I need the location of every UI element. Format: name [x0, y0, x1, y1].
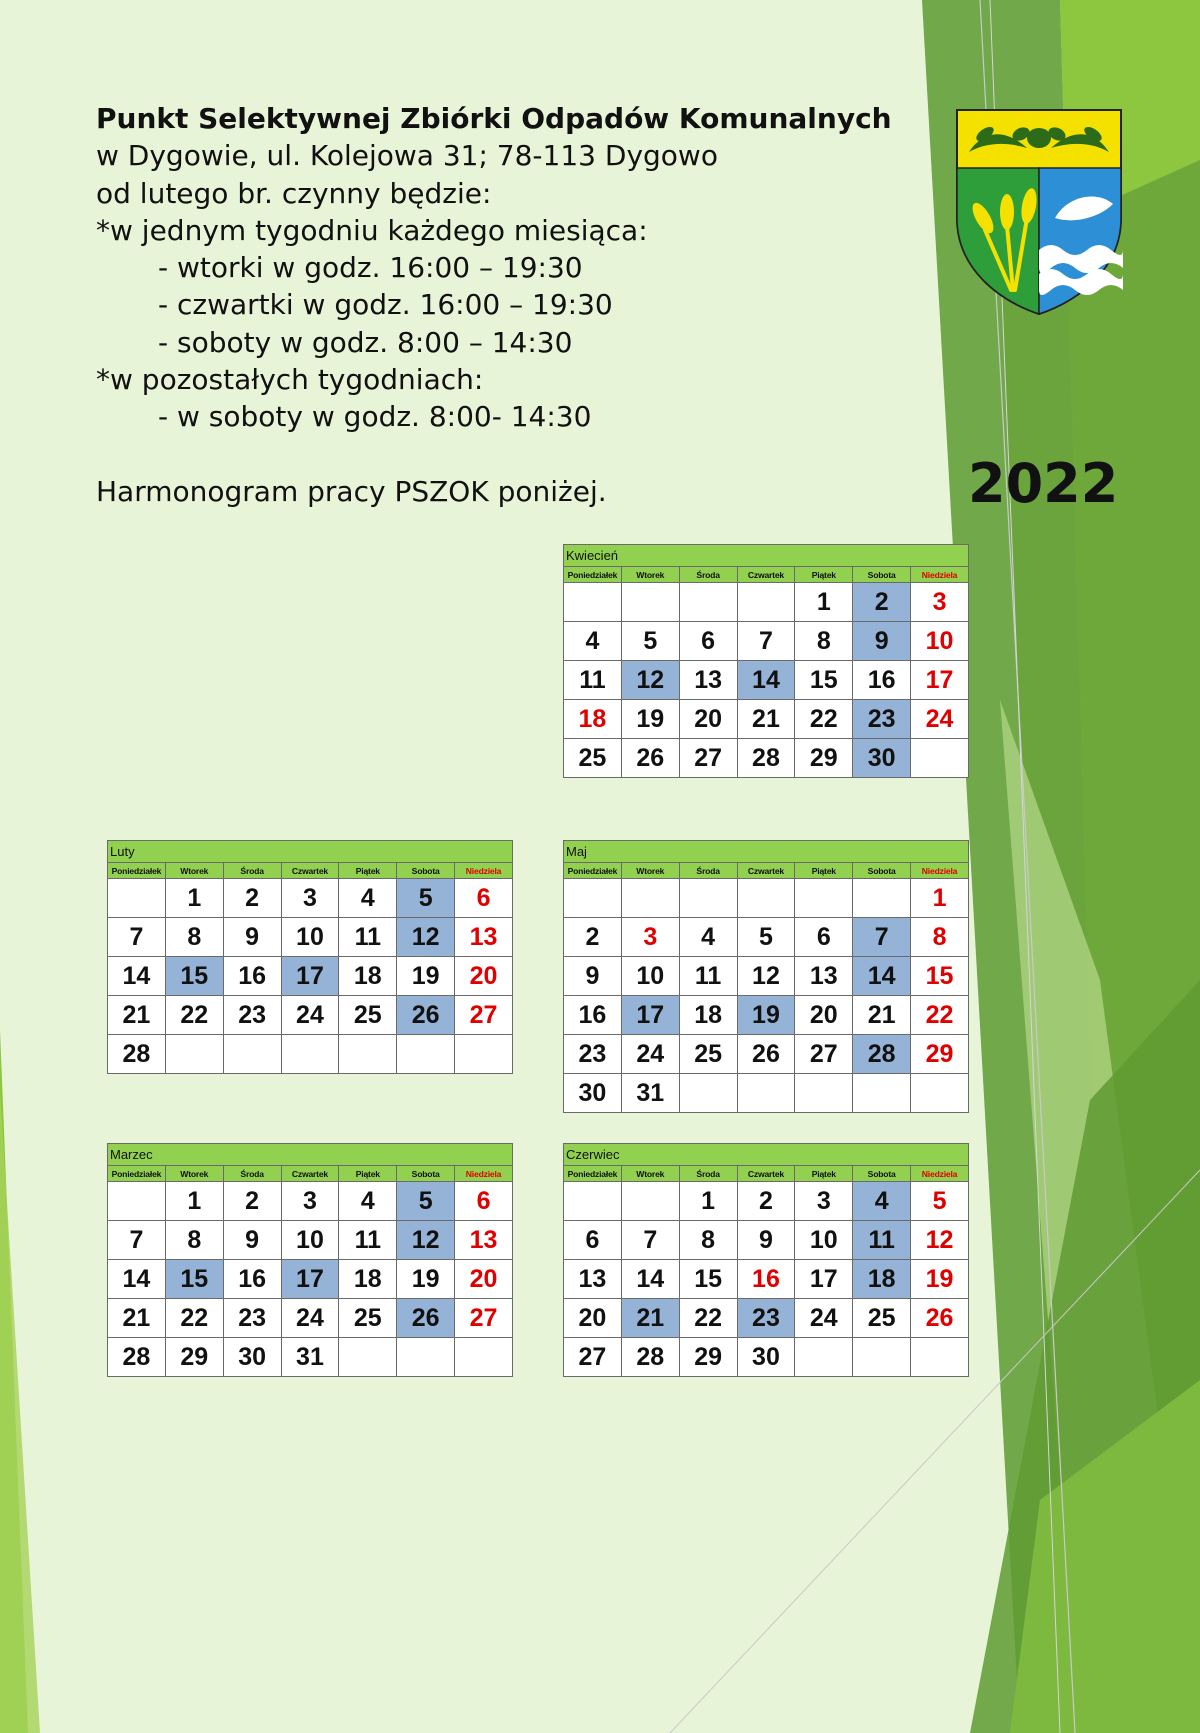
empty-cell	[737, 1074, 795, 1113]
empty-cell	[853, 1338, 911, 1377]
week-row	[564, 661, 969, 700]
day-cell: 1	[911, 879, 969, 918]
day-cell: 11	[339, 1221, 397, 1260]
schedule-note: Harmonogram pracy PSZOK poniżej.	[96, 474, 607, 508]
empty-cell	[621, 879, 679, 918]
empty-cell	[339, 1035, 397, 1074]
day-cell: 6	[564, 1221, 622, 1260]
day-cell: 25	[339, 1299, 397, 1338]
day-cell: 11	[564, 661, 622, 700]
day-cell: 15	[679, 1260, 737, 1299]
empty-cell	[108, 879, 166, 918]
day-cell: 3	[621, 918, 679, 957]
weekday-header: Środa	[223, 1166, 281, 1182]
day-cell: 8	[795, 622, 853, 661]
weekday-header: Środa	[679, 567, 737, 583]
month-title: Kwiecień	[564, 545, 969, 567]
day-cell: 1	[679, 1182, 737, 1221]
day-cell: 28	[108, 1035, 166, 1074]
day-cell: 30	[853, 739, 911, 778]
day-cell: 9	[223, 1221, 281, 1260]
day-cell: 21	[737, 700, 795, 739]
empty-cell	[911, 739, 969, 778]
day-cell: 12	[397, 1221, 455, 1260]
day-cell: 24	[795, 1299, 853, 1338]
day-cell: 15	[165, 957, 223, 996]
weekday-header: Czwartek	[737, 567, 795, 583]
calendar-czerwiec	[563, 1143, 969, 1377]
day-cell: 4	[339, 879, 397, 918]
empty-cell	[455, 1035, 513, 1074]
day-cell: 18	[564, 700, 622, 739]
day-cell: 18	[339, 1260, 397, 1299]
weekday-header: Wtorek	[621, 1166, 679, 1182]
empty-cell	[108, 1182, 166, 1221]
empty-cell	[737, 583, 795, 622]
month-title: Czerwiec	[564, 1144, 969, 1166]
empty-cell	[853, 879, 911, 918]
day-cell: 22	[911, 996, 969, 1035]
day-cell: 20	[455, 957, 513, 996]
week-row	[108, 879, 513, 918]
day-cell: 22	[679, 1299, 737, 1338]
empty-cell	[679, 1074, 737, 1113]
day-cell: 24	[621, 1035, 679, 1074]
day-cell: 13	[455, 1221, 513, 1260]
day-cell: 17	[621, 996, 679, 1035]
day-cell: 26	[621, 739, 679, 778]
day-cell: 25	[853, 1299, 911, 1338]
day-cell: 11	[853, 1221, 911, 1260]
day-cell: 30	[223, 1338, 281, 1377]
day-cell: 9	[223, 918, 281, 957]
day-cell: 26	[911, 1299, 969, 1338]
weekday-header: Wtorek	[621, 567, 679, 583]
empty-cell	[339, 1338, 397, 1377]
week-row	[564, 957, 969, 996]
weekday-header: Środa	[679, 1166, 737, 1182]
month-title: Maj	[564, 841, 969, 863]
week-row	[108, 1221, 513, 1260]
week-row	[564, 583, 969, 622]
empty-cell	[795, 879, 853, 918]
day-cell: 29	[679, 1338, 737, 1377]
day-cell: 5	[621, 622, 679, 661]
day-cell: 19	[397, 957, 455, 996]
weekday-header: Piątek	[795, 567, 853, 583]
calendar-luty	[107, 840, 513, 1074]
day-cell: 19	[397, 1260, 455, 1299]
day-cell: 27	[679, 739, 737, 778]
day-cell: 16	[737, 1260, 795, 1299]
other-saturday-hours: - w soboty w godz. 8:00- 14:30	[158, 400, 592, 434]
day-cell: 11	[679, 957, 737, 996]
week-row	[564, 1182, 969, 1221]
saturday-hours: - soboty w godz. 8:00 – 14:30	[158, 325, 573, 359]
empty-cell	[455, 1338, 513, 1377]
day-cell: 22	[165, 1299, 223, 1338]
calendar-marzec	[107, 1143, 513, 1377]
weekday-header: Niedziela	[911, 1166, 969, 1182]
day-cell: 10	[911, 622, 969, 661]
day-cell: 17	[281, 957, 339, 996]
weekday-header: Piątek	[339, 863, 397, 879]
day-cell: 13	[795, 957, 853, 996]
day-cell: 13	[455, 918, 513, 957]
day-cell: 2	[223, 1182, 281, 1221]
weekday-header: Sobota	[397, 1166, 455, 1182]
day-cell: 4	[679, 918, 737, 957]
day-cell: 1	[165, 1182, 223, 1221]
day-cell: 10	[795, 1221, 853, 1260]
day-cell: 9	[564, 957, 622, 996]
day-cell: 24	[911, 700, 969, 739]
year-label: 2022	[968, 452, 1119, 515]
day-cell: 1	[795, 583, 853, 622]
week-row	[564, 739, 969, 778]
day-cell: 30	[737, 1338, 795, 1377]
day-cell: 3	[795, 1182, 853, 1221]
day-cell: 7	[108, 918, 166, 957]
day-cell: 5	[911, 1182, 969, 1221]
month-title: Luty	[108, 841, 513, 863]
week-row	[108, 1338, 513, 1377]
day-cell: 21	[853, 996, 911, 1035]
empty-cell	[621, 583, 679, 622]
weekday-header: Sobota	[853, 863, 911, 879]
weekday-header: Czwartek	[737, 1166, 795, 1182]
weekday-header: Piątek	[795, 863, 853, 879]
day-cell: 25	[564, 739, 622, 778]
weekday-header: Wtorek	[165, 863, 223, 879]
day-cell: 29	[795, 739, 853, 778]
day-cell: 4	[853, 1182, 911, 1221]
day-cell: 17	[795, 1260, 853, 1299]
day-cell: 26	[397, 1299, 455, 1338]
day-cell: 30	[564, 1074, 622, 1113]
coat-of-arms-icon	[955, 108, 1123, 316]
day-cell: 14	[853, 957, 911, 996]
one-week-heading: *w jednym tygodniu każdego miesiąca:	[96, 213, 648, 247]
weekday-header: Sobota	[853, 1166, 911, 1182]
day-cell: 29	[911, 1035, 969, 1074]
day-cell: 6	[795, 918, 853, 957]
day-cell: 15	[165, 1260, 223, 1299]
weekday-header: Poniedziałek	[564, 863, 622, 879]
calendar-kwiecien	[563, 544, 969, 778]
empty-cell	[679, 879, 737, 918]
day-cell: 19	[621, 700, 679, 739]
day-cell: 2	[737, 1182, 795, 1221]
weekday-header: Poniedziałek	[108, 863, 166, 879]
empty-cell	[911, 1074, 969, 1113]
day-cell: 2	[223, 879, 281, 918]
day-cell: 19	[911, 1260, 969, 1299]
weekday-header: Poniedziałek	[108, 1166, 166, 1182]
day-cell: 26	[397, 996, 455, 1035]
day-cell: 21	[108, 996, 166, 1035]
weekday-header: Środa	[223, 863, 281, 879]
day-cell: 19	[737, 996, 795, 1035]
day-cell: 27	[564, 1338, 622, 1377]
day-cell: 23	[737, 1299, 795, 1338]
weekday-header: Piątek	[795, 1166, 853, 1182]
day-cell: 15	[911, 957, 969, 996]
calendar-maj	[563, 840, 969, 1113]
day-cell: 31	[281, 1338, 339, 1377]
day-cell: 3	[911, 583, 969, 622]
day-cell: 17	[281, 1260, 339, 1299]
day-cell: 23	[564, 1035, 622, 1074]
day-cell: 2	[564, 918, 622, 957]
week-row	[108, 1299, 513, 1338]
title: Punkt Selektywnej Zbiórki Odpadów Komunalnych	[96, 102, 892, 135]
day-cell: 3	[281, 1182, 339, 1221]
other-weeks-heading: *w pozostałych tygodniach:	[96, 363, 484, 397]
weekday-header: Niedziela	[455, 863, 513, 879]
day-cell: 9	[853, 622, 911, 661]
day-cell: 27	[455, 1299, 513, 1338]
weekday-header: Piątek	[339, 1166, 397, 1182]
day-cell: 11	[339, 918, 397, 957]
week-row	[108, 1260, 513, 1299]
weekday-header: Poniedziałek	[564, 567, 622, 583]
empty-cell	[679, 583, 737, 622]
day-cell: 31	[621, 1074, 679, 1113]
day-cell: 14	[108, 957, 166, 996]
day-cell: 12	[737, 957, 795, 996]
day-cell: 27	[795, 1035, 853, 1074]
week-row	[564, 996, 969, 1035]
week-row	[108, 957, 513, 996]
week-row	[564, 918, 969, 957]
day-cell: 21	[108, 1299, 166, 1338]
weekday-header: Wtorek	[165, 1166, 223, 1182]
day-cell: 6	[455, 1182, 513, 1221]
info-text	[96, 100, 916, 510]
day-cell: 29	[165, 1338, 223, 1377]
day-cell: 17	[911, 661, 969, 700]
weekday-header: Niedziela	[911, 567, 969, 583]
empty-cell	[795, 1074, 853, 1113]
day-cell: 12	[621, 661, 679, 700]
day-cell: 20	[795, 996, 853, 1035]
day-cell: 5	[397, 879, 455, 918]
week-row	[108, 918, 513, 957]
empty-cell	[911, 1338, 969, 1377]
day-cell: 14	[621, 1260, 679, 1299]
day-cell: 23	[223, 996, 281, 1035]
day-cell: 2	[853, 583, 911, 622]
day-cell: 4	[339, 1182, 397, 1221]
month-title: Marzec	[108, 1144, 513, 1166]
weekday-header: Czwartek	[281, 863, 339, 879]
day-cell: 22	[165, 996, 223, 1035]
week-row	[564, 1035, 969, 1074]
day-cell: 7	[108, 1221, 166, 1260]
day-cell: 18	[853, 1260, 911, 1299]
day-cell: 15	[795, 661, 853, 700]
day-cell: 4	[564, 622, 622, 661]
day-cell: 6	[455, 879, 513, 918]
empty-cell	[737, 879, 795, 918]
day-cell: 14	[108, 1260, 166, 1299]
day-cell: 9	[737, 1221, 795, 1260]
week-row	[564, 1299, 969, 1338]
day-cell: 8	[165, 1221, 223, 1260]
day-cell: 5	[397, 1182, 455, 1221]
weekday-header: Czwartek	[281, 1166, 339, 1182]
day-cell: 7	[853, 918, 911, 957]
day-cell: 28	[737, 739, 795, 778]
empty-cell	[564, 583, 622, 622]
day-cell: 28	[621, 1338, 679, 1377]
weekday-header: Niedziela	[455, 1166, 513, 1182]
week-row	[564, 1260, 969, 1299]
empty-cell	[564, 1182, 622, 1221]
empty-cell	[795, 1338, 853, 1377]
weekday-header: Czwartek	[737, 863, 795, 879]
day-cell: 24	[281, 996, 339, 1035]
day-cell: 25	[679, 1035, 737, 1074]
empty-cell	[621, 1182, 679, 1221]
day-cell: 14	[737, 661, 795, 700]
week-row	[564, 700, 969, 739]
day-cell: 20	[455, 1260, 513, 1299]
weekday-header: Sobota	[397, 863, 455, 879]
week-row	[564, 1074, 969, 1113]
week-row	[108, 996, 513, 1035]
empty-cell	[397, 1338, 455, 1377]
weekday-header: Wtorek	[621, 863, 679, 879]
day-cell: 13	[679, 661, 737, 700]
weekday-header: Niedziela	[911, 863, 969, 879]
week-row	[108, 1182, 513, 1221]
week-row	[564, 1221, 969, 1260]
day-cell: 28	[853, 1035, 911, 1074]
empty-cell	[564, 879, 622, 918]
weekday-header: Sobota	[853, 567, 911, 583]
day-cell: 16	[223, 1260, 281, 1299]
tuesday-hours: - wtorki w godz. 16:00 – 19:30	[158, 251, 583, 285]
day-cell: 8	[679, 1221, 737, 1260]
day-cell: 5	[737, 918, 795, 957]
day-cell: 24	[281, 1299, 339, 1338]
day-cell: 20	[679, 700, 737, 739]
day-cell: 6	[679, 622, 737, 661]
opening-from: od lutego br. czynny będzie:	[96, 176, 492, 210]
day-cell: 20	[564, 1299, 622, 1338]
day-cell: 23	[223, 1299, 281, 1338]
week-row	[564, 622, 969, 661]
day-cell: 26	[737, 1035, 795, 1074]
day-cell: 18	[679, 996, 737, 1035]
day-cell: 8	[165, 918, 223, 957]
weekday-header: Środa	[679, 863, 737, 879]
day-cell: 13	[564, 1260, 622, 1299]
day-cell: 7	[737, 622, 795, 661]
day-cell: 16	[853, 661, 911, 700]
empty-cell	[397, 1035, 455, 1074]
empty-cell	[223, 1035, 281, 1074]
day-cell: 16	[564, 996, 622, 1035]
week-row	[108, 1035, 513, 1074]
thursday-hours: - czwartki w godz. 16:00 – 19:30	[158, 288, 613, 322]
day-cell: 10	[281, 918, 339, 957]
day-cell: 3	[281, 879, 339, 918]
day-cell: 27	[455, 996, 513, 1035]
day-cell: 25	[339, 996, 397, 1035]
day-cell: 22	[795, 700, 853, 739]
day-cell: 7	[621, 1221, 679, 1260]
address: w Dygowie, ul. Kolejowa 31; 78-113 Dygowo	[96, 139, 718, 173]
day-cell: 8	[911, 918, 969, 957]
day-cell: 12	[911, 1221, 969, 1260]
day-cell: 16	[223, 957, 281, 996]
empty-cell	[281, 1035, 339, 1074]
day-cell: 12	[397, 918, 455, 957]
day-cell: 10	[281, 1221, 339, 1260]
day-cell: 10	[621, 957, 679, 996]
day-cell: 28	[108, 1338, 166, 1377]
day-cell: 21	[621, 1299, 679, 1338]
weekday-header: Poniedziałek	[564, 1166, 622, 1182]
empty-cell	[853, 1074, 911, 1113]
day-cell: 23	[853, 700, 911, 739]
empty-cell	[165, 1035, 223, 1074]
week-row	[564, 879, 969, 918]
day-cell: 18	[339, 957, 397, 996]
week-row	[564, 1338, 969, 1377]
day-cell: 1	[165, 879, 223, 918]
